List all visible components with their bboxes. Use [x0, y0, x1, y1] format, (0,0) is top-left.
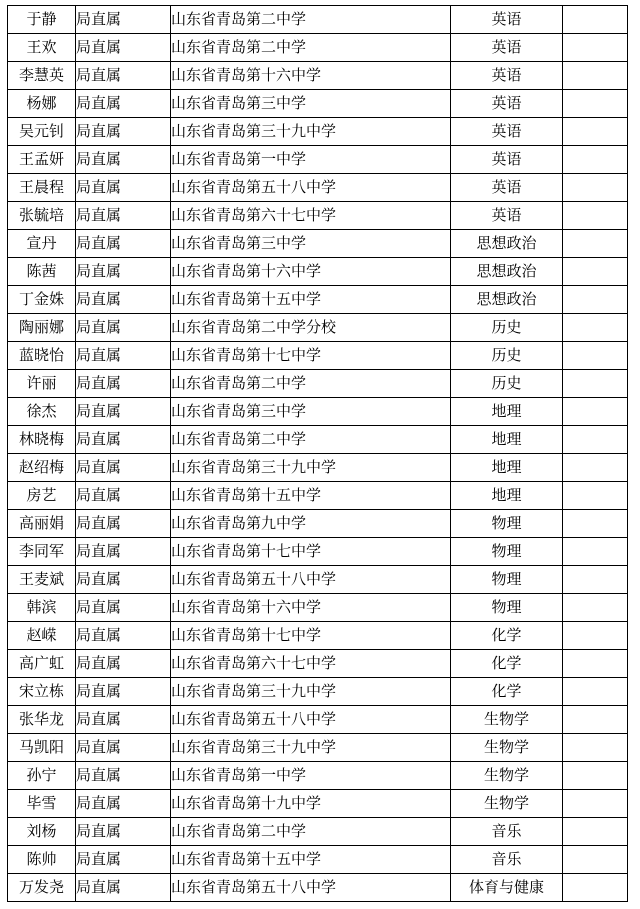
table-row: [8, 426, 628, 454]
school-cell: 山东省青岛第二中学分校: [171, 314, 451, 342]
teacher-name-cell: 王欢: [8, 34, 76, 62]
teacher-name-cell: 李同军: [8, 538, 76, 566]
unit-cell: 局直属: [76, 426, 171, 454]
empty-cell: [563, 762, 628, 790]
table-row: [8, 706, 628, 734]
school-cell: 山东省青岛第十七中学: [171, 342, 451, 370]
table-row: [8, 762, 628, 790]
unit-cell: 局直属: [76, 482, 171, 510]
table-row: [8, 146, 628, 174]
table-row: [8, 818, 628, 846]
subject-cell: 英语: [451, 6, 563, 34]
table-row: [8, 230, 628, 258]
teacher-name-cell: 赵绍梅: [8, 454, 76, 482]
empty-cell: [563, 510, 628, 538]
unit-cell: 局直属: [76, 342, 171, 370]
teacher-name-cell: 许丽: [8, 370, 76, 398]
empty-cell: [563, 650, 628, 678]
empty-cell: [563, 566, 628, 594]
teacher-name-cell: 王孟妍: [8, 146, 76, 174]
school-cell: 山东省青岛第二中学: [171, 370, 451, 398]
school-cell: 山东省青岛第九中学: [171, 510, 451, 538]
teacher-name-cell: 韩滨: [8, 594, 76, 622]
subject-cell: 英语: [451, 118, 563, 146]
empty-cell: [563, 678, 628, 706]
teacher-name-cell: 于静: [8, 6, 76, 34]
empty-cell: [563, 342, 628, 370]
school-cell: 山东省青岛第二中学: [171, 818, 451, 846]
subject-cell: 生物学: [451, 762, 563, 790]
teacher-name-cell: 陈帅: [8, 846, 76, 874]
subject-cell: 地理: [451, 454, 563, 482]
teacher-name-cell: 王晨程: [8, 174, 76, 202]
empty-cell: [563, 286, 628, 314]
unit-cell: 局直属: [76, 370, 171, 398]
unit-cell: 局直属: [76, 202, 171, 230]
empty-cell: [563, 370, 628, 398]
table-row: [8, 734, 628, 762]
school-cell: 山东省青岛第十六中学: [171, 594, 451, 622]
subject-cell: 化学: [451, 678, 563, 706]
school-cell: 山东省青岛第五十八中学: [171, 874, 451, 902]
unit-cell: 局直属: [76, 762, 171, 790]
teacher-name-cell: 杨娜: [8, 90, 76, 118]
empty-cell: [563, 314, 628, 342]
unit-cell: 局直属: [76, 706, 171, 734]
table-row: [8, 118, 628, 146]
empty-cell: [563, 454, 628, 482]
table-row: [8, 874, 628, 902]
school-cell: 山东省青岛第十九中学: [171, 790, 451, 818]
table-row: [8, 258, 628, 286]
empty-cell: [563, 6, 628, 34]
school-cell: 山东省青岛第十六中学: [171, 62, 451, 90]
school-cell: 山东省青岛第三中学: [171, 90, 451, 118]
teacher-name-cell: 马凯阳: [8, 734, 76, 762]
unit-cell: 局直属: [76, 510, 171, 538]
teacher-name-cell: 李慧英: [8, 62, 76, 90]
table-row: [8, 370, 628, 398]
subject-cell: 物理: [451, 538, 563, 566]
unit-cell: 局直属: [76, 734, 171, 762]
table-row: [8, 846, 628, 874]
subject-cell: 英语: [451, 90, 563, 118]
teacher-name-cell: 孙宁: [8, 762, 76, 790]
table-row: [8, 650, 628, 678]
school-cell: 山东省青岛第二中学: [171, 426, 451, 454]
unit-cell: 局直属: [76, 146, 171, 174]
subject-cell: 思想政治: [451, 230, 563, 258]
school-cell: 山东省青岛第二中学: [171, 34, 451, 62]
table-row: [8, 202, 628, 230]
unit-cell: 局直属: [76, 398, 171, 426]
subject-cell: 物理: [451, 594, 563, 622]
unit-cell: 局直属: [76, 90, 171, 118]
empty-cell: [563, 118, 628, 146]
table-row: [8, 678, 628, 706]
subject-cell: 地理: [451, 482, 563, 510]
school-cell: 山东省青岛第三中学: [171, 398, 451, 426]
teacher-name-cell: 张毓培: [8, 202, 76, 230]
empty-cell: [563, 146, 628, 174]
subject-cell: 思想政治: [451, 258, 563, 286]
school-cell: 山东省青岛第三十九中学: [171, 454, 451, 482]
school-cell: 山东省青岛第三十九中学: [171, 118, 451, 146]
school-cell: 山东省青岛第十七中学: [171, 622, 451, 650]
unit-cell: 局直属: [76, 566, 171, 594]
school-cell: 山东省青岛第六十七中学: [171, 650, 451, 678]
unit-cell: 局直属: [76, 230, 171, 258]
unit-cell: 局直属: [76, 314, 171, 342]
subject-cell: 体育与健康: [451, 874, 563, 902]
school-cell: 山东省青岛第一中学: [171, 762, 451, 790]
subject-cell: 生物学: [451, 706, 563, 734]
table-row: [8, 6, 628, 34]
teacher-name-cell: 宋立栋: [8, 678, 76, 706]
empty-cell: [563, 706, 628, 734]
roster-table: [7, 5, 628, 902]
school-cell: 山东省青岛第五十八中学: [171, 566, 451, 594]
unit-cell: 局直属: [76, 538, 171, 566]
unit-cell: 局直属: [76, 454, 171, 482]
table-row: [8, 594, 628, 622]
empty-cell: [563, 594, 628, 622]
empty-cell: [563, 62, 628, 90]
subject-cell: 地理: [451, 426, 563, 454]
empty-cell: [563, 258, 628, 286]
school-cell: 山东省青岛第十五中学: [171, 846, 451, 874]
school-cell: 山东省青岛第六十七中学: [171, 202, 451, 230]
subject-cell: 化学: [451, 650, 563, 678]
empty-cell: [563, 90, 628, 118]
unit-cell: 局直属: [76, 62, 171, 90]
teacher-name-cell: 陈茜: [8, 258, 76, 286]
unit-cell: 局直属: [76, 846, 171, 874]
subject-cell: 英语: [451, 34, 563, 62]
table-row: [8, 398, 628, 426]
empty-cell: [563, 538, 628, 566]
unit-cell: 局直属: [76, 286, 171, 314]
school-cell: 山东省青岛第二中学: [171, 6, 451, 34]
teacher-name-cell: 房艺: [8, 482, 76, 510]
teacher-name-cell: 陶丽娜: [8, 314, 76, 342]
table-row: [8, 62, 628, 90]
unit-cell: 局直属: [76, 678, 171, 706]
subject-cell: 英语: [451, 62, 563, 90]
teacher-name-cell: 林晓梅: [8, 426, 76, 454]
empty-cell: [563, 230, 628, 258]
school-cell: 山东省青岛第十六中学: [171, 258, 451, 286]
empty-cell: [563, 398, 628, 426]
empty-cell: [563, 874, 628, 902]
subject-cell: 生物学: [451, 734, 563, 762]
roster-table-body: [8, 6, 628, 902]
school-cell: 山东省青岛第十七中学: [171, 538, 451, 566]
empty-cell: [563, 818, 628, 846]
unit-cell: 局直属: [76, 874, 171, 902]
teacher-name-cell: 高丽娟: [8, 510, 76, 538]
unit-cell: 局直属: [76, 818, 171, 846]
empty-cell: [563, 790, 628, 818]
subject-cell: 历史: [451, 314, 563, 342]
table-row: [8, 342, 628, 370]
teacher-name-cell: 万发尧: [8, 874, 76, 902]
teacher-name-cell: 王麦斌: [8, 566, 76, 594]
unit-cell: 局直属: [76, 594, 171, 622]
teacher-name-cell: 宣丹: [8, 230, 76, 258]
teacher-name-cell: 张华龙: [8, 706, 76, 734]
subject-cell: 生物学: [451, 790, 563, 818]
teacher-name-cell: 刘杨: [8, 818, 76, 846]
table-row: [8, 314, 628, 342]
school-cell: 山东省青岛第三十九中学: [171, 734, 451, 762]
unit-cell: 局直属: [76, 34, 171, 62]
subject-cell: 物理: [451, 510, 563, 538]
unit-cell: 局直属: [76, 650, 171, 678]
unit-cell: 局直属: [76, 174, 171, 202]
school-cell: 山东省青岛第三十九中学: [171, 678, 451, 706]
table-row: [8, 482, 628, 510]
subject-cell: 英语: [451, 202, 563, 230]
teacher-name-cell: 赵嵘: [8, 622, 76, 650]
empty-cell: [563, 202, 628, 230]
unit-cell: 局直属: [76, 790, 171, 818]
teacher-name-cell: 徐杰: [8, 398, 76, 426]
unit-cell: 局直属: [76, 118, 171, 146]
teacher-name-cell: 高广虹: [8, 650, 76, 678]
subject-cell: 英语: [451, 146, 563, 174]
school-cell: 山东省青岛第五十八中学: [171, 174, 451, 202]
unit-cell: 局直属: [76, 622, 171, 650]
teacher-name-cell: 丁金姝: [8, 286, 76, 314]
empty-cell: [563, 734, 628, 762]
table-row: [8, 34, 628, 62]
subject-cell: 历史: [451, 342, 563, 370]
empty-cell: [563, 34, 628, 62]
school-cell: 山东省青岛第一中学: [171, 146, 451, 174]
empty-cell: [563, 426, 628, 454]
teacher-name-cell: 蓝晓怡: [8, 342, 76, 370]
table-row: [8, 622, 628, 650]
school-cell: 山东省青岛第五十八中学: [171, 706, 451, 734]
table-row: [8, 174, 628, 202]
subject-cell: 地理: [451, 398, 563, 426]
subject-cell: 思想政治: [451, 286, 563, 314]
table-row: [8, 90, 628, 118]
unit-cell: 局直属: [76, 258, 171, 286]
school-cell: 山东省青岛第十五中学: [171, 286, 451, 314]
empty-cell: [563, 846, 628, 874]
table-row: [8, 454, 628, 482]
table-row: [8, 286, 628, 314]
teacher-name-cell: 吴元钊: [8, 118, 76, 146]
table-row: [8, 790, 628, 818]
teacher-name-cell: 毕雪: [8, 790, 76, 818]
unit-cell: 局直属: [76, 6, 171, 34]
school-cell: 山东省青岛第三中学: [171, 230, 451, 258]
subject-cell: 物理: [451, 566, 563, 594]
subject-cell: 化学: [451, 622, 563, 650]
empty-cell: [563, 622, 628, 650]
subject-cell: 音乐: [451, 818, 563, 846]
subject-cell: 英语: [451, 174, 563, 202]
empty-cell: [563, 482, 628, 510]
subject-cell: 历史: [451, 370, 563, 398]
table-row: [8, 566, 628, 594]
table-row: [8, 510, 628, 538]
empty-cell: [563, 174, 628, 202]
school-cell: 山东省青岛第十五中学: [171, 482, 451, 510]
table-row: [8, 538, 628, 566]
subject-cell: 音乐: [451, 846, 563, 874]
